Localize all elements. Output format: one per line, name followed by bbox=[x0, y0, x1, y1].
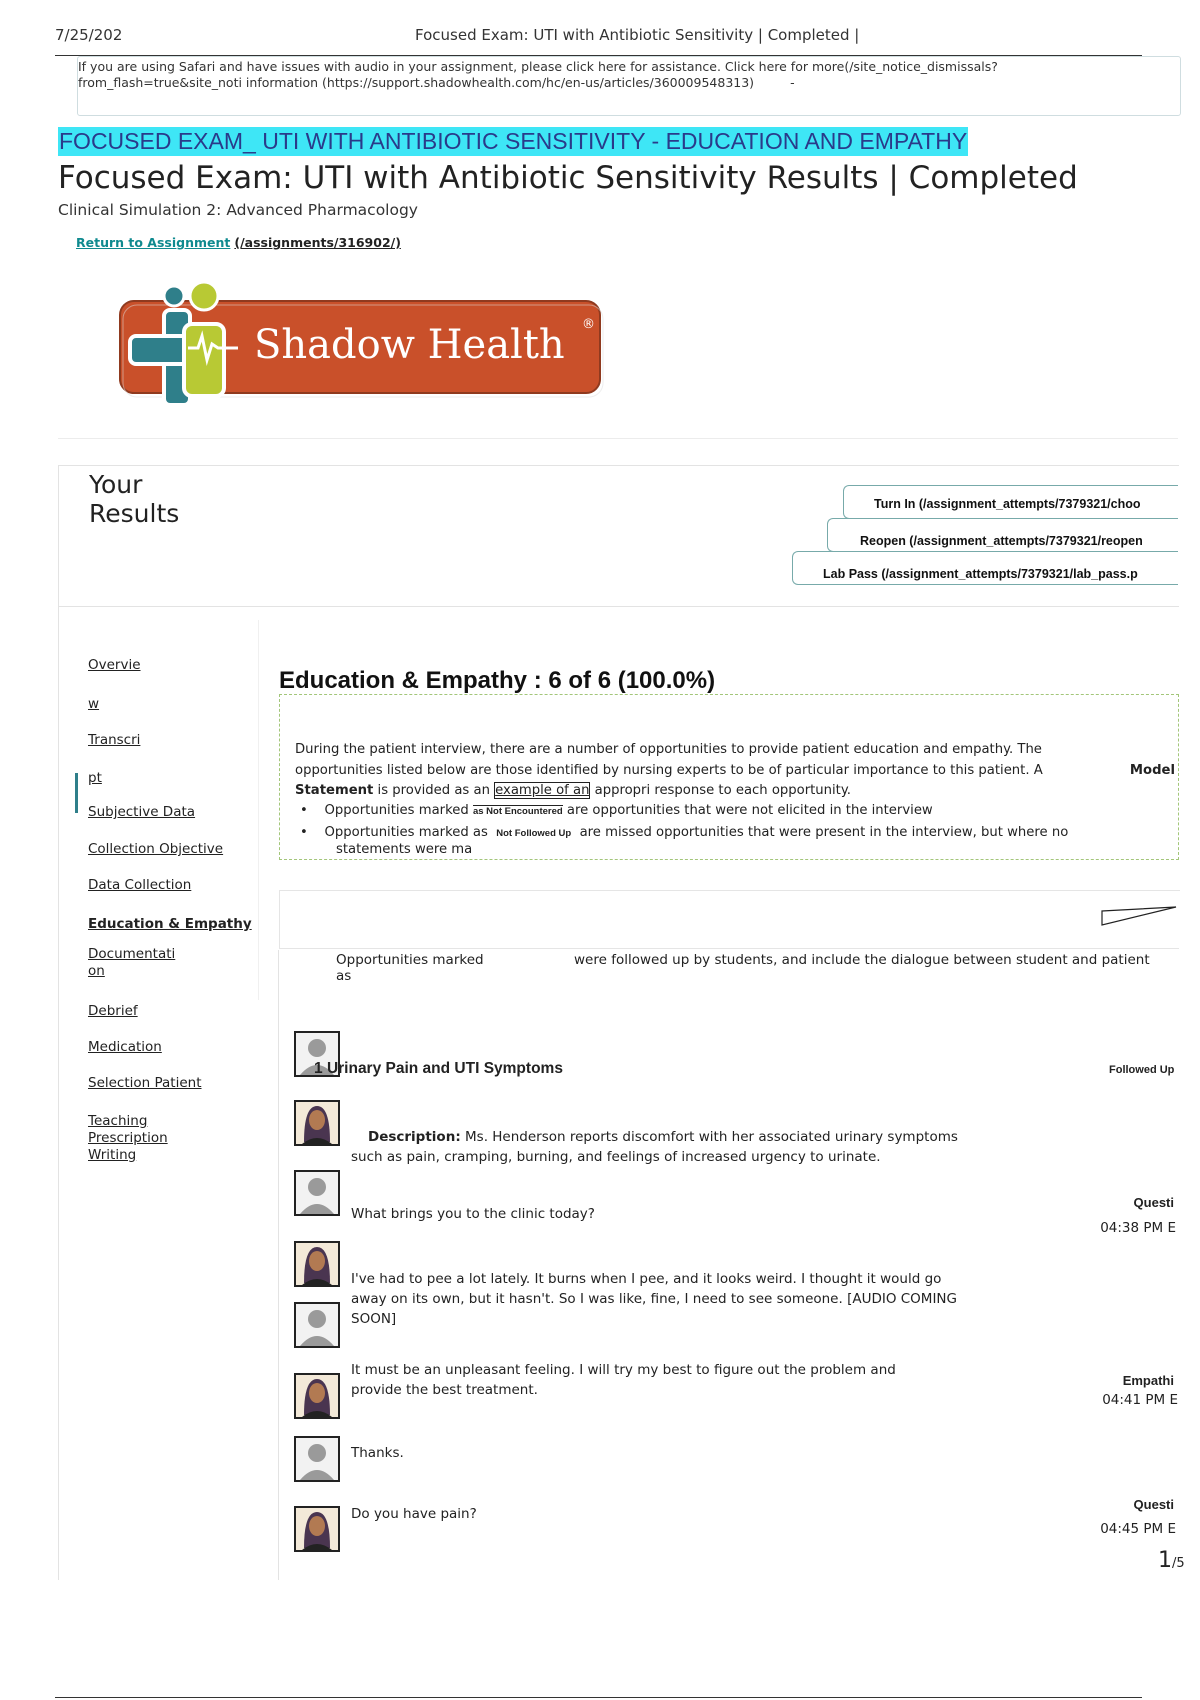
notice-line-1[interactable]: If you are using Safari and have issues with audio in your assignment, please click here for assistance. Click here for more(/site_notice_dismissals? bbox=[78, 59, 998, 74]
logo-registered: ® bbox=[582, 317, 595, 332]
page-title: Focused Exam: UTI with Antibiotic Sensitivity Results | Completed bbox=[58, 160, 1078, 196]
sidebar-item-data-collection[interactable]: Data Collection bbox=[88, 877, 192, 893]
dialogue-message: Thanks. bbox=[351, 1445, 404, 1461]
sidebar-item-education-empathy[interactable]: Education & Empathy bbox=[88, 916, 252, 932]
followed-up-text-as: as bbox=[336, 968, 352, 984]
return-to-assignment-link[interactable]: Return to Assignment bbox=[76, 235, 231, 250]
logo-text: Shadow Health bbox=[254, 322, 565, 368]
dialogue-type: Empathi bbox=[1122, 1373, 1174, 1388]
intro-bullet-2: • Opportunities marked as Not Followed Up are missed opportunities that were present in the interview, but where no bbox=[300, 825, 1069, 840]
student-avatar-icon bbox=[294, 1302, 340, 1348]
dialogue-type: Questi bbox=[1133, 1195, 1174, 1210]
sidebar-item-documentation-cont[interactable]: on bbox=[88, 963, 105, 979]
notice-line-2[interactable]: from_flash=true&site_noti information (https://support.shadowhealth.com/hc/en-us/articles/360009548313) - bbox=[78, 75, 795, 90]
footer-divider bbox=[55, 1697, 1142, 1698]
print-date: 7/25/202 bbox=[55, 26, 123, 44]
sidebar-item-selection-patient[interactable]: Selection Patient bbox=[88, 1075, 202, 1091]
dialogue-time: 04:38 PM E bbox=[1100, 1220, 1176, 1236]
sidebar-item-overview-cont[interactable]: w bbox=[88, 696, 100, 712]
notice-dismiss[interactable]: - bbox=[790, 75, 795, 90]
description-cont: such as pain, cramping, burning, and feelings of increased urgency to urinate. bbox=[351, 1149, 881, 1165]
sidebar-item-subjective-data[interactable]: Subjective Data bbox=[88, 804, 196, 820]
intro-box bbox=[279, 694, 1179, 860]
sidebar-item-documentation[interactable]: Documentati bbox=[88, 946, 176, 962]
dialogue-type: Questi bbox=[1133, 1497, 1174, 1512]
patient-avatar-icon bbox=[294, 1241, 340, 1287]
section-title: Education & Empathy : 6 of 6 (100.0%) bbox=[279, 667, 716, 694]
not-followed-up-tag: Not Followed Up bbox=[496, 828, 572, 839]
dialogue-message: It must be an unpleasant feeling. I will try my best to figure out the problem and provide the best treatment. bbox=[351, 1362, 896, 1398]
lab-pass-button[interactable]: Lab Pass (/assignment_attempts/7379321/lab_pass.p bbox=[792, 551, 1178, 585]
intro-bullet-2-cont: statements were ma bbox=[336, 842, 473, 857]
transcript-left-border bbox=[278, 950, 279, 1580]
return-link-href: (/assignments/316902/) bbox=[234, 235, 401, 250]
sidebar-item-transcript[interactable]: Transcri bbox=[88, 732, 141, 748]
print-title: Focused Exam: UTI with Antibiotic Sensitivity | Completed | bbox=[415, 26, 860, 44]
highlighted-heading: FOCUSED EXAM_ UTI WITH ANTIBIOTIC SENSITIVITY - EDUCATION AND EMPATHY bbox=[59, 128, 968, 154]
followed-up-panel bbox=[279, 890, 1180, 949]
panel-divider bbox=[279, 948, 1179, 949]
intro-line-2: opportunities listed below are those identified by nursing experts to be of particular importance to this patient. A Model bbox=[295, 763, 1175, 778]
turn-in-button[interactable]: Turn In (/assignment_attempts/7379321/choo bbox=[843, 485, 1178, 519]
logo-divider bbox=[58, 438, 1178, 439]
example-box: example of an bbox=[495, 783, 590, 798]
dialogue-message: I've had to pee a lot lately. It burns when I pee, and it looks weird. I thought it would go away on its own, but it hasn't. So I was like, fine, I need to see someone. [AUDIO COMING SOON] bbox=[351, 1271, 957, 1327]
page-subtitle: Clinical Simulation 2: Advanced Pharmacology bbox=[58, 201, 418, 219]
student-avatar-icon bbox=[294, 1436, 340, 1482]
dialogue-message: Do you have pain? bbox=[351, 1506, 477, 1522]
followed-up-status: Followed Up bbox=[1109, 1064, 1175, 1076]
sidebar-item-medication[interactable]: Medication bbox=[88, 1039, 162, 1055]
sidebar-item-writing[interactable]: Writing bbox=[88, 1147, 137, 1163]
description: Description: Ms. Henderson reports discomfort with her associated urinary symptoms bbox=[368, 1129, 958, 1145]
site-notice bbox=[77, 56, 1181, 116]
opportunity-title: 1 Urinary Pain and UTI Symptoms bbox=[314, 1060, 563, 1077]
intro-bullet-1: • Opportunities marked as Not Encountered are opportunities that were not elicited in the interview bbox=[300, 803, 933, 818]
patient-avatar-icon bbox=[294, 1506, 340, 1552]
sidebar-item-debrief[interactable]: Debrief bbox=[88, 1003, 138, 1019]
not-encountered-tag: as Not Encountered bbox=[472, 806, 563, 817]
patient-avatar-icon bbox=[294, 1100, 340, 1146]
reopen-button[interactable]: Reopen (/assignment_attempts/7379321/reopen bbox=[827, 518, 1178, 552]
shadow-health-logo bbox=[108, 274, 608, 414]
dialogue-time: 04:41 PM E bbox=[1102, 1392, 1178, 1408]
followed-up-text-b: were followed up by students, and include the dialogue between student and patient bbox=[574, 952, 1150, 968]
dialogue-message: What brings you to the clinic today? bbox=[351, 1206, 595, 1222]
sidebar-item-collection-objective[interactable]: Collection Objective bbox=[88, 841, 224, 857]
results-title: Your Results bbox=[89, 470, 180, 528]
patient-avatar-icon bbox=[294, 1373, 340, 1419]
intro-line-1: During the patient interview, there are a number of opportunities to provide patient education and empathy. The bbox=[295, 742, 1042, 757]
followed-up-text-a: Opportunities marked bbox=[336, 952, 484, 968]
content-left-border bbox=[58, 605, 59, 1580]
intro-line-3: Statement is provided as an example of an appropri response to each opportunity. bbox=[295, 783, 851, 798]
sidebar-divider bbox=[258, 620, 259, 1000]
sidebar-item-prescription[interactable]: Prescription bbox=[88, 1130, 168, 1146]
return-link[interactable] bbox=[76, 235, 401, 250]
expand-toggle-icon[interactable] bbox=[1100, 905, 1178, 927]
sidebar-item-overview[interactable]: Overvie bbox=[88, 657, 141, 673]
student-avatar-icon bbox=[294, 1170, 340, 1216]
dialogue-time: 04:45 PM E bbox=[1100, 1521, 1176, 1537]
sidebar-item-teaching[interactable]: Teaching bbox=[88, 1113, 148, 1129]
page-number: 1/5 bbox=[1158, 1548, 1185, 1573]
sidebar-item-transcript-cont[interactable]: pt bbox=[88, 770, 102, 786]
sidebar-active-indicator bbox=[75, 773, 78, 813]
